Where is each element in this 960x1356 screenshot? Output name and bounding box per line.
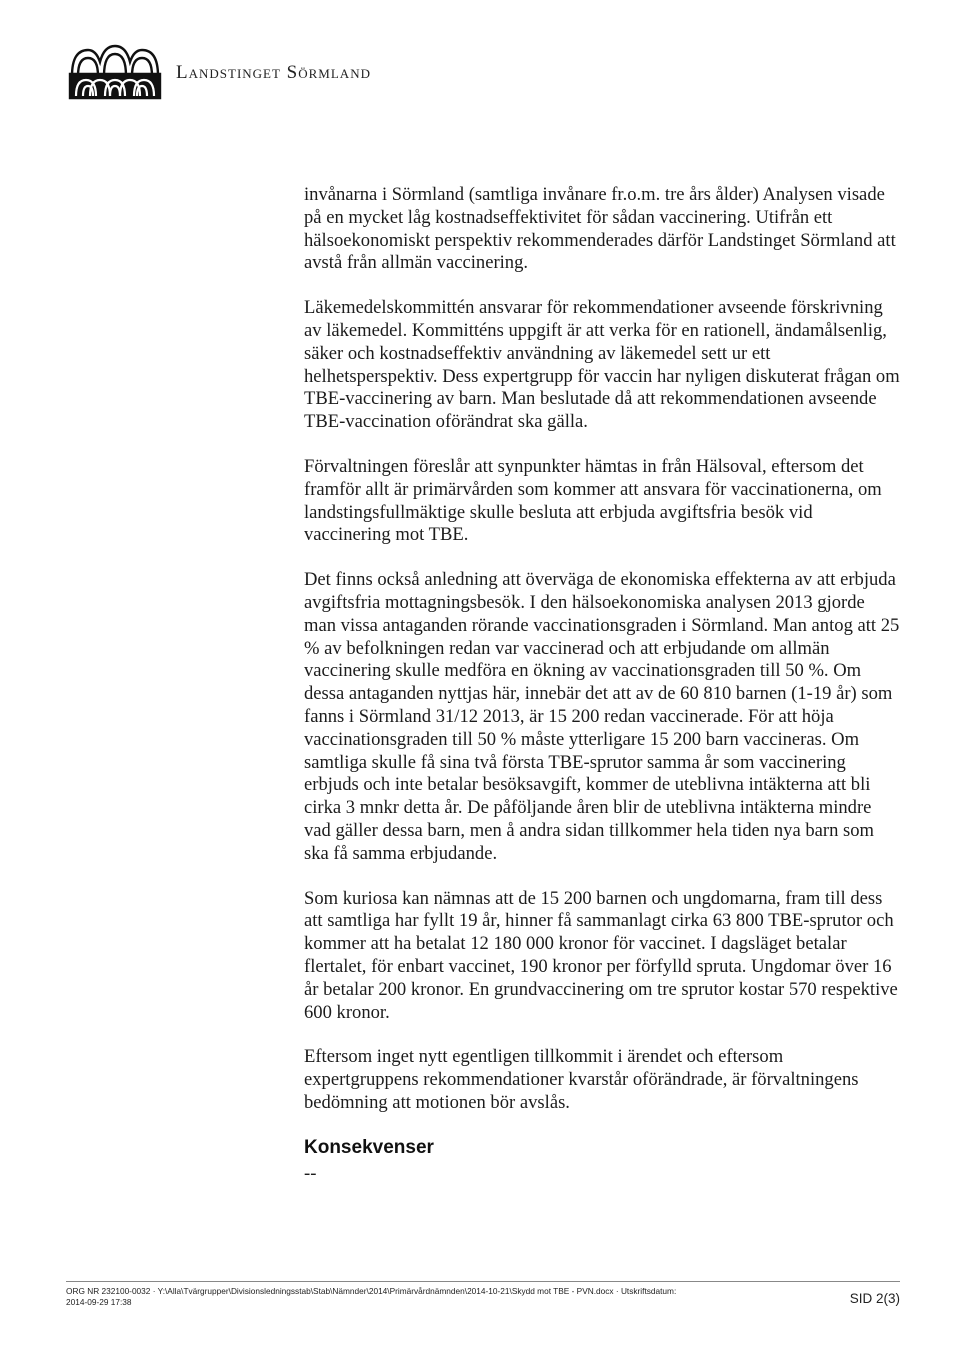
- document-body: [304, 184, 900, 1185]
- page-footer: [66, 1281, 900, 1307]
- paragraph: Eftersom inget nytt egentligen tillkommit i ärendet och eftersom expertgruppens rekommendationer kvarstår oförändrade, är förvaltningens bedömning att motionen bör avslås.: [304, 1046, 859, 1113]
- paragraph: invånarna i Sörmland (samtliga invånare fr.o.m. tre års ålder) Analysen visade på en mycket låg kostnadseffektivitet för sådan vaccinering. Utifrån ett hälsoekonomiskt perspektiv rekommenderades därför Landstinget Sörmland att avstå från allmän vaccinering.: [304, 184, 896, 274]
- paragraph: Som kuriosa kan nämnas att de 15 200 barnen och ungdomarna, fram till dess att samtliga har fyllt 19 år, hinner få sammanlagt cirka 63 800 TBE-sprutor och kommer att ha betalat 12 180 000 kronor för vaccinet. I dagsläget betalar flertalet, för enbart vaccinet, 190 kronor per förfylld spruta. Ungdomar över 16 år betalar 200 kronor. En grundvaccinering om tre sprutor kostar 570 respektive 600 kronor.: [304, 887, 898, 1023]
- crown-logo-icon: [66, 40, 164, 104]
- footer-print-date: 2014-09-29 17:38: [66, 1296, 132, 1307]
- paragraph: Det finns också anledning att överväga de ekonomiska effekterna av att erbjuda avgiftsfria mottagningsbesök. I den hälsoekonomiska analysen 2013 gjorde man vissa antaganden rörande vaccinationsgraden i Sörmland. Man antog att 25 % av befolkningen redan var vaccinerad och att erbjudande om allmän vaccinering skulle medföra en ökning av vaccinationsgraden till 50 %. Om dessa antaganden nyttjas här, innebär det att av de 60 810 barnen (1-19 år) som fanns i Sörmland 31/12 2013, är 15 200 redan vaccinerade. För att höja vaccinationsgraden till 50 % måste ytterligare 15 200 barn vaccineras. Om samtliga skulle få sina två första TBE-sprutor samma år som vaccinering erbjuds och inte betalar besöksavgift, kommer de uteblivna intäkterna att bli cirka 3 mnkr detta år. De påföljande åren blir de uteblivna intäkterna mindre vad gäller dessa barn, men å andra sidan tillkommer hela tiden nya barn som ska få samma erbjudande.: [304, 569, 900, 864]
- page-number: SID 2(3): [849, 1291, 900, 1306]
- organization-name: Landstinget Sörmland: [176, 62, 371, 83]
- section-body: --: [304, 1162, 317, 1184]
- page-header: [66, 40, 371, 104]
- paragraph: Läkemedelskommittén ansvarar för rekommendationer avseende förskrivning av läkemedel. Kommitténs uppgift är att verka för en rationell, ändamålsenlig, säker och kostnadseffektiv användning av läkemedel sett ur ett helhetsperspektiv. Dess expertgrupp för vaccin har nyligen diskuterat frågan om TBE-vaccinering av barn. Man beslutade då att rekommendationen avseende TBE-vaccination oförändrat ska gälla.: [304, 297, 900, 433]
- footer-meta: [66, 1286, 676, 1307]
- section-heading: Konsekvenser: [304, 1136, 434, 1158]
- footer-file-path: ORG NR 232100-0032 · Y:\Alla\Tvärgrupper\Divisionsledningsstab\Stab\Nämnder\2014\Primärvårdnämnden\2014-10-21\Skydd mot TBE - PVN.docx · Utskriftsdatum:: [66, 1286, 677, 1296]
- paragraph: Förvaltningen föreslår att synpunkter hämtas in från Hälsoval, eftersom det framför allt är primärvården som kommer att ansvara för vaccinationerna, om landstingsfullmäktige skulle besluta att erbjuda avgiftsfria besök vid vaccinering mot TBE.: [304, 455, 882, 546]
